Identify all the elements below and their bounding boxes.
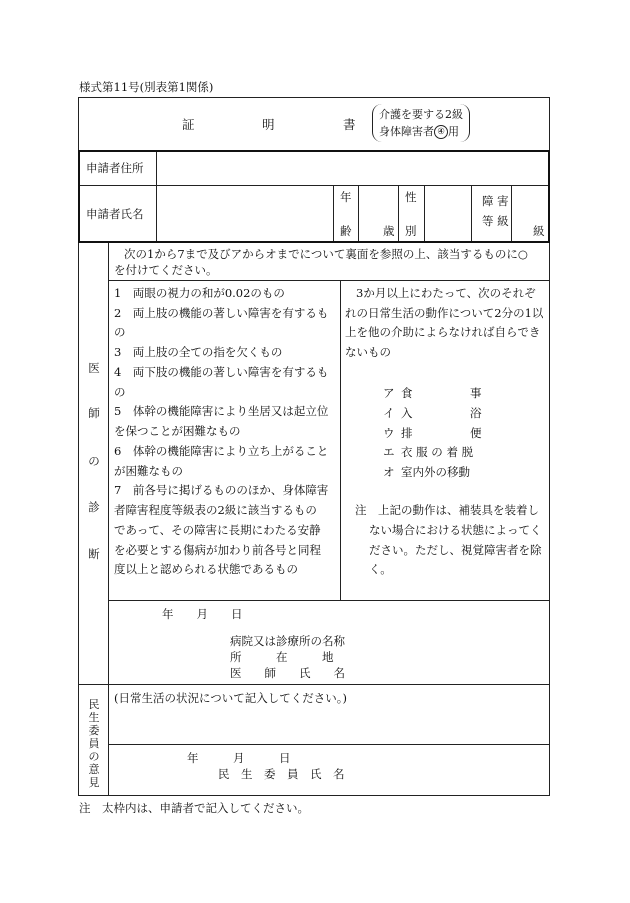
diagnosis-label-3: の xyxy=(88,454,100,468)
age-label-top: 年 xyxy=(340,190,352,204)
condition-line: であって、その障害に長期にわたる安静 xyxy=(114,523,321,537)
activity-letter: イ xyxy=(383,406,395,420)
sex-label-bottom: 別 xyxy=(405,224,417,238)
form-number: 様式第11号(別表第1関係) xyxy=(79,80,214,94)
diagnosis-instruction-line1: 次の1から7まで及びアからオまでについて裏面を参照の上、該当するものに○ xyxy=(124,247,528,261)
activity-letter: オ xyxy=(383,465,395,479)
commissioner-label-4: 員 xyxy=(88,737,100,750)
activity-item: 室内外の移動 xyxy=(401,465,470,479)
condition-line: を必要とする傷病が加わり前各号と同程 xyxy=(114,543,321,557)
activity-item: 食 事 xyxy=(401,386,482,400)
commissioner-label-6: 意 xyxy=(88,763,100,776)
activity-intro-line: 上を他の介助によらなければ自らでき xyxy=(345,325,541,339)
hospital-address-label: 所 在 地 xyxy=(230,650,334,664)
applicant-address-label: 申請者住所 xyxy=(86,161,144,175)
grade-circle-mark: ④ xyxy=(434,125,448,139)
activity-note-line: 注 上記の動作は、補装具を装着し xyxy=(355,503,539,517)
doctor-signature-block xyxy=(230,633,345,681)
activity-intro-line: ないもの xyxy=(345,345,391,359)
activity-note-line: ださい。ただし、視覚障害者を除 xyxy=(369,543,542,557)
activity-intro-line: 3か月以上にわたって、次のそれぞ xyxy=(356,286,536,300)
condition-line: 者障害程度等級表の2級に該当するもの xyxy=(114,503,317,517)
diagnosis-label-2: 師 xyxy=(88,406,100,420)
sex-label-top: 性 xyxy=(405,190,417,204)
diagnosis-label-4: 診 xyxy=(88,500,100,514)
commissioner-date: 年 月 日 xyxy=(187,751,291,765)
diagnosis-instruction-line2: を付けてください。 xyxy=(114,263,218,277)
condition-line: 6 体幹の機能障害により立ち上がること xyxy=(114,444,329,458)
applicant-address-field[interactable] xyxy=(160,154,545,182)
condition-line: 2 両上肢の機能の著しい障害を有するも xyxy=(114,306,329,320)
activity-item: 入 浴 xyxy=(401,406,482,420)
grade-label-bottom: 等 級 xyxy=(482,214,509,228)
activity-note-line: く。 xyxy=(369,562,392,576)
commissioner-signature-label: 民 生 委 員 氏 名 xyxy=(218,767,345,781)
condition-line: 7 前各号に掲げるもののほか、身体障害 xyxy=(114,483,329,497)
condition-line: 1 両眼の視力の和が0.02のもの xyxy=(114,286,285,300)
footer-note: 注 太枠内は、申請者で記入してください。 xyxy=(79,801,309,815)
activity-letter: ア xyxy=(383,386,395,400)
title-char-2: 明 xyxy=(262,117,275,132)
condition-line: の xyxy=(114,385,126,399)
commissioner-label-1: 民 xyxy=(88,698,100,711)
doctor-name-label: 医 師 氏 名 xyxy=(230,666,345,680)
diagnosis-label-5: 断 xyxy=(88,547,100,561)
age-label-bottom: 齢 xyxy=(340,224,352,238)
condition-line: の xyxy=(114,325,126,339)
commissioner-label-7: 見 xyxy=(88,776,100,789)
title-note-line2: 身体障害者 ④ 用 xyxy=(379,125,459,138)
condition-line: 度以上と認められる状態であるもの xyxy=(114,562,298,576)
condition-line: が困難なもの xyxy=(114,464,183,478)
activity-letter: エ xyxy=(383,445,395,459)
title-char-3: 書 xyxy=(343,117,356,132)
commissioner-label-5: の xyxy=(88,750,100,763)
commissioner-instruction: (日常生活の状況について記入してください。) xyxy=(114,691,347,705)
age-unit: 歳 xyxy=(383,224,395,238)
condition-line: 5 体幹の機能障害により坐居又は起立位 xyxy=(114,404,329,418)
sex-field[interactable] xyxy=(426,189,469,238)
diagnosis-date: 年 月 日 xyxy=(162,607,243,621)
diagnosis-label-1: 医 xyxy=(88,361,100,375)
title-char-1: 証 xyxy=(182,117,195,132)
commissioner-opinion-field[interactable] xyxy=(112,710,546,741)
condition-line: 3 両上肢の全ての指を欠くもの xyxy=(114,345,283,359)
condition-line: を保つことが困難なもの xyxy=(114,424,241,438)
grade-label-top: 障 害 xyxy=(482,194,509,208)
activity-item: 排 便 xyxy=(401,426,482,440)
activity-note-line: ない場合における状態によってく xyxy=(369,523,542,537)
hospital-name-label: 病院又は診療所の名称 xyxy=(230,634,345,648)
grade-unit: 級 xyxy=(533,224,545,238)
commissioner-label-2: 生 xyxy=(88,711,100,724)
applicant-name-field[interactable] xyxy=(160,189,330,238)
title-note-line1: 介護を要する2級 xyxy=(379,108,463,121)
condition-line: 4 両下肢の機能の著しい障害を有するも xyxy=(114,365,329,379)
commissioner-label-3: 委 xyxy=(88,724,100,737)
activity-letter: ウ xyxy=(383,426,395,440)
applicant-name-label: 申請者氏名 xyxy=(86,207,144,221)
activity-intro-line: れの日常生活の動作について2分の1以 xyxy=(345,306,544,320)
activity-item: 衣 服 の 着 脱 xyxy=(401,445,474,459)
